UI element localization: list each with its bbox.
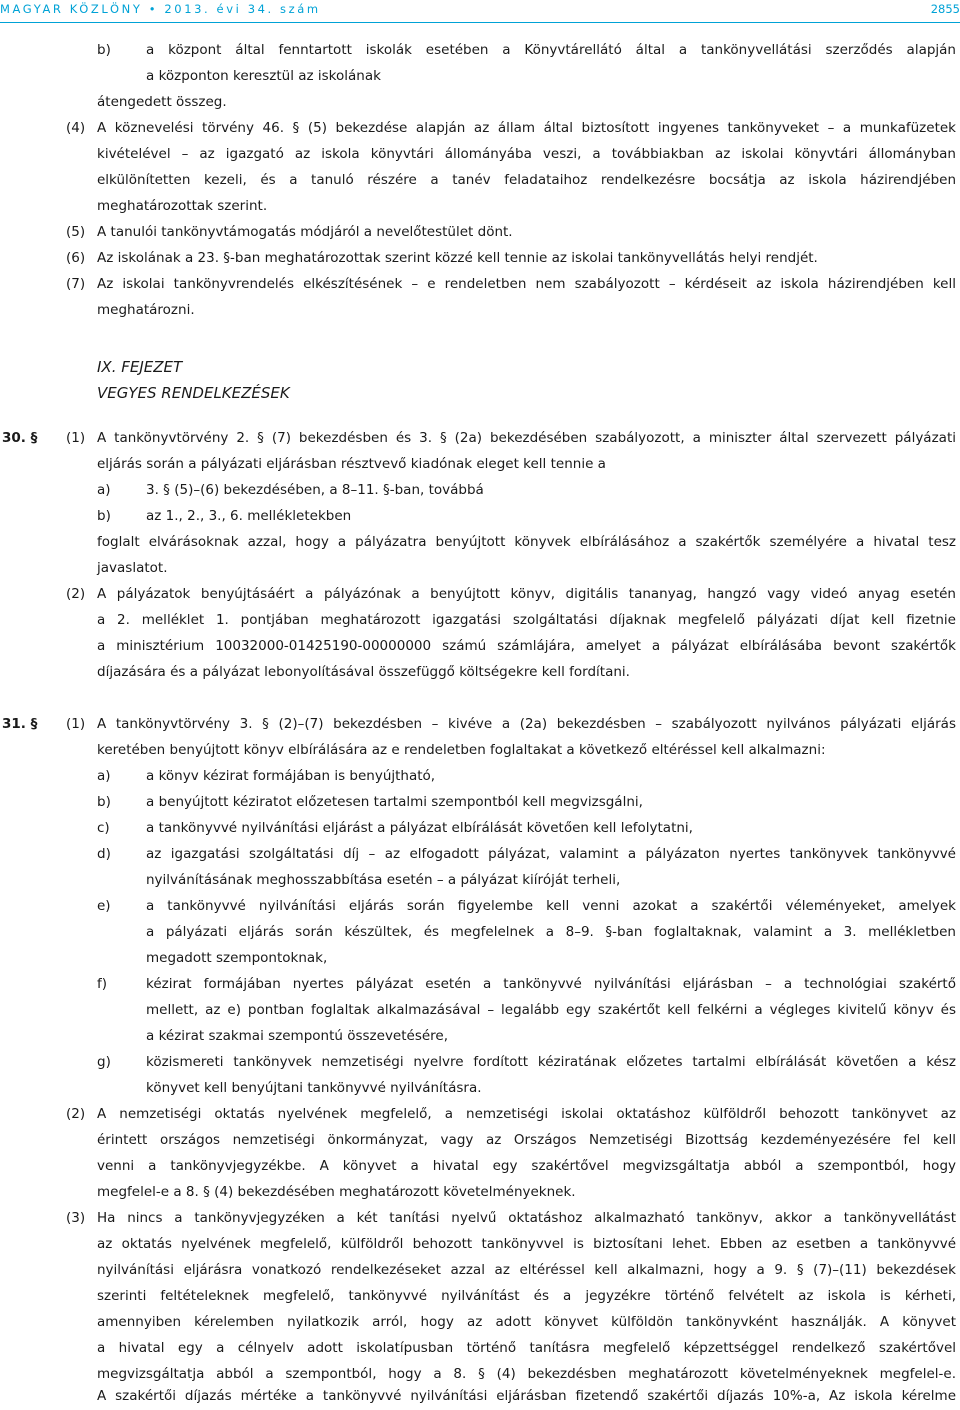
point-label: b) — [97, 42, 111, 58]
text-line: a benyújtott kéziratot előzetesen tartalmi szempontból kell megvizsgálni, — [146, 794, 643, 810]
text-line: Ha nincs a tankönyvjegyzéken a két tanítási nyelvű oktatáshoz alkalmazható tankönyv, akkor a tankönyvellátást — [97, 1210, 956, 1226]
section-number: 30. § — [2, 430, 38, 446]
point-label: g) — [97, 1054, 111, 1070]
text-line: a kézirat szakmai szempontú összevetésére, — [146, 1028, 449, 1044]
text-line: a központ által fenntartott iskolák esetében a Könyvtárellátó által a tankönyvellátási szerződés alapján — [146, 42, 956, 58]
text-line: nyilvánításának meghosszabbítása esetén – a pályázat kiíróját terheli, — [146, 872, 621, 888]
text-line: megadott szempontoknak, — [146, 950, 328, 966]
text-line: 3. § (5)–(6) bekezdésében, a 8–11. §-ban, továbbá — [146, 482, 484, 498]
text-line: a tankönyvvé nyilvánítási eljárást a pályázat elbírálását követően kell lefolytatni, — [146, 820, 693, 836]
text-line: az igazgatási szolgáltatási díj – az elfogadott pályázat, valamint a pályázaton nyertes tankönyvek tankönyvvé — [146, 846, 956, 862]
journal-title: MAGYAR KÖZLÖNY • 2013. évi 34. szám — [0, 2, 321, 16]
text-line: javaslatot. — [97, 560, 168, 576]
text-line: amennyiben kérelemben nyilatkozik arról, hogy az adott könyvet külföldön tankönyvként használják. A könyvet — [97, 1314, 956, 1330]
paragraph-number: (2) — [66, 586, 86, 602]
page-number: 2855 — [930, 2, 960, 16]
text-line: közismereti tankönyvek nemzetiségi nyelvre fordított kéziratának előzetes tartalmi elbírálását követően a kész — [146, 1054, 956, 1070]
text-line: a minisztérium 10032000-01425190-00000000 számú számlájára, amelyet a pályázat elbírálásába bevont szakértők — [97, 638, 956, 654]
text-line: kézirat formájában nyertes pályázat esetén a tankönyvvé nyilvánítási eljárásban – a technológiai szakértő — [146, 976, 956, 992]
text-line: A köznevelési törvény 46. § (5) bekezdése alapján az állam által biztosított ingyenes tankönyveket – a munkafüzetek — [97, 120, 956, 136]
paragraph-number: (2) — [66, 1106, 86, 1122]
paragraph-number: (1) — [66, 430, 86, 446]
point-label: e) — [97, 898, 111, 914]
text-line: elkülönítetten kezeli, és a tanuló részére a tanév feladataihoz rendelkezésre bocsátja az iskola házirendjében — [97, 172, 956, 188]
paragraph-number: (5) — [66, 224, 86, 240]
text-line: Az iskolai tankönyvrendelés elkészítésének – e rendeletben nem szabályozott – kérdéseit az iskola házirendjében kell — [97, 276, 956, 292]
point-label: b) — [97, 508, 111, 524]
paragraph-number: (7) — [66, 276, 86, 292]
point-label: f) — [97, 976, 108, 992]
text-line: a hivatal egy a célnyelv adott iskolatípusban történő tanításra megfelelő képzettséggel rendelkező szakértővel — [97, 1340, 956, 1356]
section-number: 31. § — [2, 716, 38, 732]
point-label: d) — [97, 846, 111, 862]
text-line: keretében benyújtott könyv elbírálására az e rendeletben foglaltakat a következő eltéréssel kell alkalmazni: — [97, 742, 826, 758]
text-line: nyilvánítási eljárásra vonatkozó rendelkezéseket azzal az eltéréssel kell alkalmazni, hogy a 9. § (7)–(11) bekezdések — [97, 1262, 956, 1278]
header-rule — [0, 22, 960, 23]
text-line: érintett országos nemzetiségi önkormányzat, vagy az Országos Nemzetiségi Bizottság kezdeményezésére fel kell — [97, 1132, 956, 1148]
text-line: meghatározottak szerint. — [97, 198, 268, 214]
text-line: a központon keresztül az iskolának — [146, 68, 381, 84]
text-line: a pályázati eljárás során készültek, és megfelelnek a 8–9. §-ban foglaltaknak, valamint a 3. mellékletben — [146, 924, 956, 940]
chapter-number: IX. FEJEZET — [97, 358, 183, 376]
text-line: az oktatás nyelvének megfelelő, külföldről behozott tankönyvvel is biztosítani lehet. Ebben az esetben a tankönyvvé — [97, 1236, 956, 1252]
text-line: a könyv kézirat formájában is benyújtható, — [146, 768, 436, 784]
text-line: átengedett összeg. — [97, 94, 227, 110]
paragraph-number: (4) — [66, 120, 86, 136]
text-line: A pályázatok benyújtásáért a pályázónak a benyújtott könyv, digitális tananyag, hangzó vagy videó anyag esetén — [97, 586, 956, 602]
text-line: A tanulói tankönyvtámogatás módjáról a nevelőtestület dönt. — [97, 224, 513, 240]
text-line: mellett, az e) pontban foglaltak alkalmazásával – legalább egy szakértőt kell felkérni a végleges kivitelű könyv és — [146, 1002, 956, 1018]
point-label: c) — [97, 820, 110, 836]
text-line: eljárás során a pályázati eljárásban résztvevő kiadónak eleget kell tennie a — [97, 456, 606, 472]
text-line: megvizsgáltatja abból a szempontból, hogy a 8. § (4) bekezdésben meghatározott követelményeknek megfelel-e. — [97, 1366, 956, 1382]
text-line: megfelel-e a 8. § (4) bekezdésében meghatározott követelményeknek. — [97, 1184, 576, 1200]
text-line: könyvet kell benyújtani tankönyvvé nyilvánításra. — [146, 1080, 482, 1096]
text-line: díjazására és a pályázat lebonyolításával összefüggő költségekre kell fordítani. — [97, 664, 630, 680]
text-line: a 2. melléklet 1. pontjában meghatározott igazgatási szolgáltatási díjaknak megfelelő pályázati díjat kell fizetnie — [97, 612, 956, 628]
text-line: venni a tankönyvjegyzékbe. A könyvet a hivatal egy szakértővel megvizsgáltatja abból a szempontból, hogy — [97, 1158, 956, 1174]
text-line: kivételével – az igazgató az iskola könyvtári állományába veszi, a továbbiakban az iskolai könyvtári állományban — [97, 146, 956, 162]
text-line: A nemzetiségi oktatás nyelvének megfelelő, a nemzetiségi iskolai oktatáshoz külföldről behozott tankönyvet az — [97, 1106, 956, 1122]
text-line: meghatározni. — [97, 302, 195, 318]
text-line: A tankönyvtörvény 3. § (2)–(7) bekezdésben – kivéve a (2a) bekezdésben – szabályozott nyilvános pályázati eljárás — [97, 716, 956, 732]
text-line: foglalt elvárásoknak azzal, hogy a pályázatra benyújtott könyvek elbírálásához a szakértők személyére a hivatal tesz — [97, 534, 956, 550]
point-label: b) — [97, 794, 111, 810]
text-line: A szakértői díjazás mértéke a tankönyvvé nyilvánítási eljárásban fizetendő szakértői díjazás 10%-a, Az iskola kérelme — [97, 1388, 956, 1404]
paragraph-number: (1) — [66, 716, 86, 732]
text-line: a tankönyvvé nyilvánítási eljárás során figyelembe kell venni azokat a szakértői véleményeket, amelyek — [146, 898, 956, 914]
point-label: a) — [97, 482, 111, 498]
chapter-title: VEGYES RENDELKEZÉSEK — [97, 384, 290, 402]
text-line: Az iskolának a 23. §-ban meghatározottak szerint közzé kell tennie az iskolai tankönyvellátás helyi rendjét. — [97, 250, 818, 266]
text-line: A tankönyvtörvény 2. § (7) bekezdésben és 3. § (2a) bekezdésében szabályozott, a miniszter által szervezett pályázati — [97, 430, 956, 446]
point-label: a) — [97, 768, 111, 784]
paragraph-number: (3) — [66, 1210, 86, 1226]
text-line: szerinti feltételeknek megfelelő, tankönyvvé nyilvánítást és a jegyzékre történő felvételt az iskola is kérheti, — [97, 1288, 956, 1304]
paragraph-number: (6) — [66, 250, 86, 266]
text-line: az 1., 2., 3., 6. mellékletekben — [146, 508, 352, 524]
